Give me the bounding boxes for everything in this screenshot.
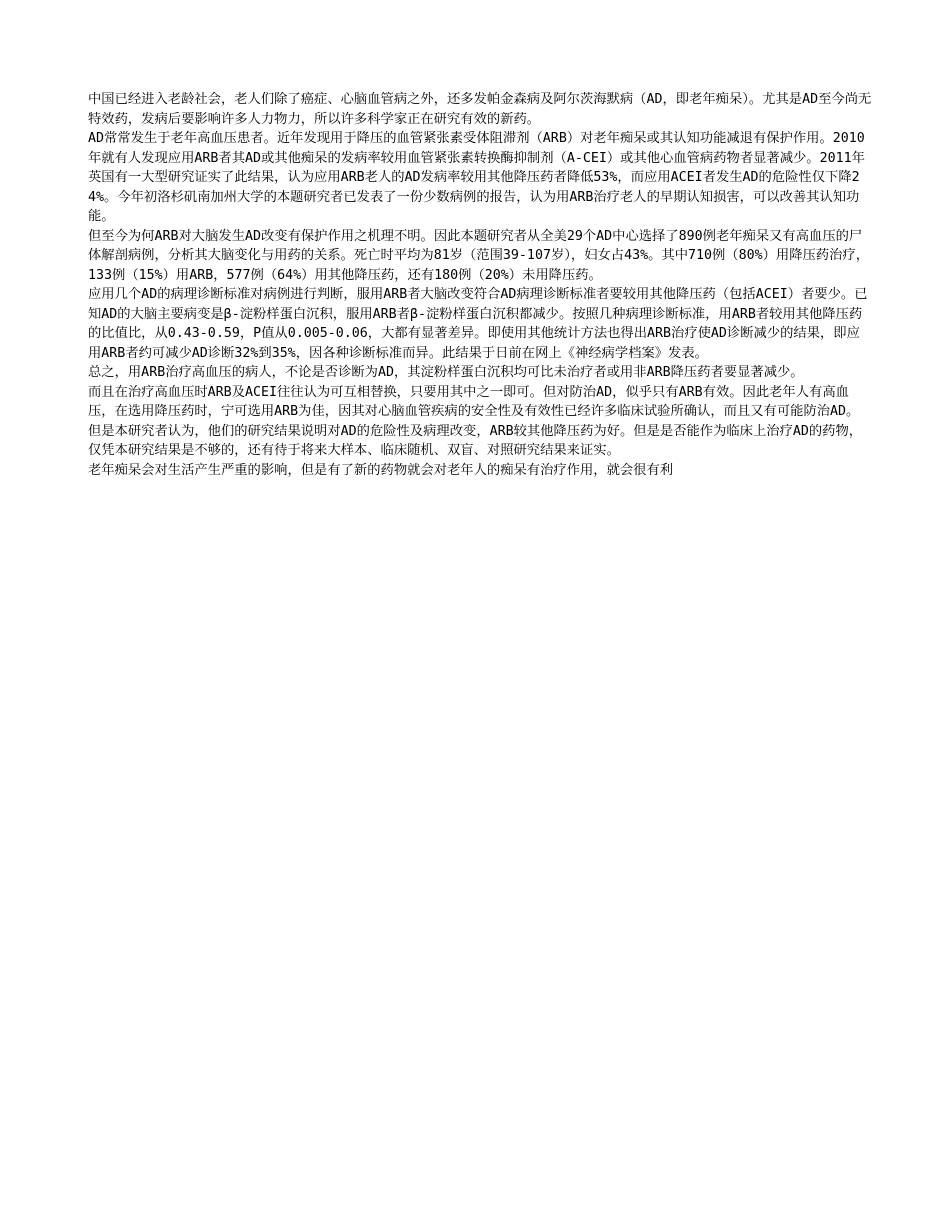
paragraph-discussion: 而且在治疗高血压时ARB及ACEI往往认为可互相替换，只要用其中之一即可。但对防治AD，似乎只有ARB有效。因此老年人有高血压，在选用降压药时，宁可选用ARB为佳，因其对心脑血管疾病的安全性及有效性已经许多临床试验所确认，而且又有可能防治AD。但是本研究者认为，他们的研究结果说明对AD的危险性及病理改变，ARB较其他降压药为好。但是是否能作为临床上治疗AD的药物，仅凭本研究结果是不够的，还有待于将来大样本、临床随机、双盲、对照研究结果来证实。	[88, 384, 863, 458]
paragraph-arb-background: AD常常发生于老年高血压患者。近年发现用于降压的血管紧张素受体阻滞剂（ARB）对老年痴呆或其认知功能减退有保护作用。2010年就有人发现应用ARB者其AD或其他痴呆的发病率较用血管紧张素转换酶抑制剂（A-CEI）或其他心血管病药物者显著减少。2011年英国有一大型研究证实了此结果，认为应用ARB老人的AD发病率较用其他降压药者降低53%，而应用ACEI者发生AD的危险性仅下降24%。今年初洛杉矶南加州大学的本题研究者已发表了一份少数病例的报告，认为用ARB治疗老人的早期认知损害，可以改善其认知功能。	[88, 131, 865, 224]
paragraph-conclusion: 老年痴呆会对生活产生严重的影响，但是有了新的药物就会对老年人的痴呆有治疗作用，就会很有利	[88, 462, 674, 478]
paragraph-intro: 中国已经进入老龄社会，老人们除了癌症、心脑血管病之外，还多发帕金森病及阿尔茨海默病（AD，即老年痴呆）。尤其是AD至今尚无特效药，发病后要影响许多人力物力，所以许多科学家正在研究有效的新药。	[88, 92, 872, 127]
paragraph-results: 应用几个AD的病理诊断标准对病例进行判断，服用ARB者大脑改变符合AD病理诊断标准者要较用其他降压药（包括ACEI）者要少。已知AD的大脑主要病变是β-淀粉样蛋白沉积，服用ARB者β-淀粉样蛋白沉积都减少。按照几种病理诊断标准，用ARB者较用其他降压药的比值比，从0.43-0.59，P值从0.005-0.06，大都有显著差异。即使用其他统计方法也得出ARB治疗使AD诊断减少的结果，即应用ARB者约可减少AD诊断32%到35%，因各种诊断标准而异。此结果于日前在网上《神经病学档案》发表。	[88, 287, 868, 361]
paragraph-study-design: 但至今为何ARB对大脑发生AD改变有保护作用之机理不明。因此本题研究者从全美29个AD中心选择了890例老年痴呆又有高血压的尸体解剖病例，分析其大脑变化与用药的关系。死亡时平均为81岁（范围39-107岁），妇女占43%。其中710例（80%）用降压药治疗，133例（15%）用ARB，577例（64%）用其他降压药，还有180例（20%）未用降压药。	[88, 228, 869, 283]
document-body	[88, 90, 872, 480]
paragraph-summary: 总之，用ARB治疗高血压的病人，不论是否诊断为AD，其淀粉样蛋白沉积均可比未治疗者或用非ARB降压药者要显著减少。	[88, 365, 804, 380]
